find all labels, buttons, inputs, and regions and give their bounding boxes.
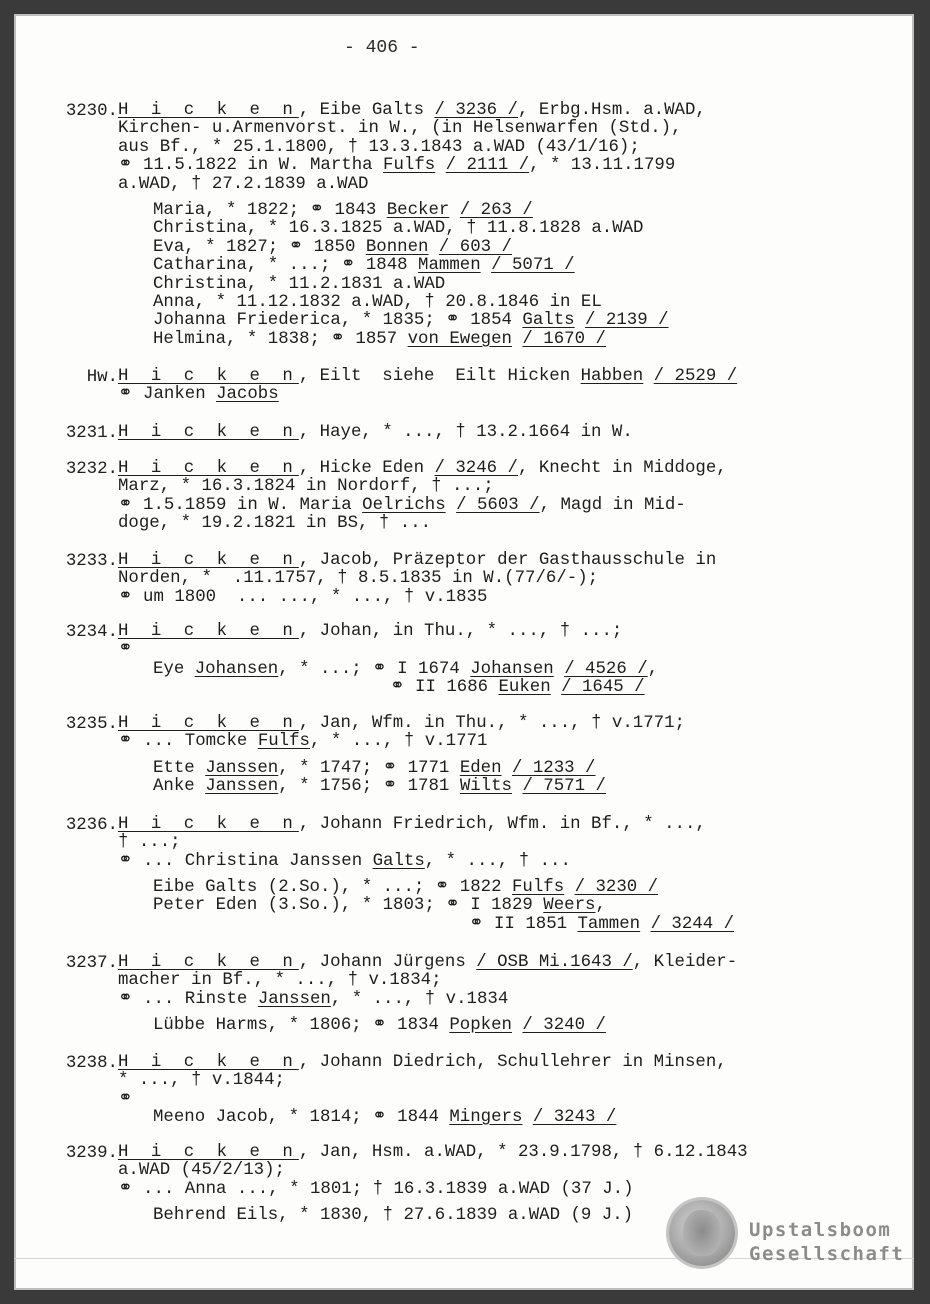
entry-number: 3236. [65, 816, 118, 835]
text: , [647, 660, 659, 679]
reference: / 3230 / [574, 878, 659, 897]
text: , Jan, Hsm. a.WAD, * 23.9.1798, † 6.12.1843 [298, 1143, 748, 1162]
spouse-surname: Fulfs [511, 878, 565, 897]
text: , * ..., † v.1771 [310, 732, 488, 752]
text: , * 13.11.1799 [529, 156, 676, 176]
surname: H i c k e n [118, 815, 299, 834]
text: , Eibe Galts [298, 101, 435, 120]
spouse-surname: Fulfs [257, 732, 310, 752]
entry-number: 3234. [65, 623, 118, 642]
child-line: Christina, * 16.3.1825 a.WAD, † 11.8.1828 a.WAD [153, 219, 644, 239]
text: ⚭ 1.5.1859 in W. Maria [118, 495, 363, 515]
text [512, 330, 522, 349]
child-line [153, 312, 669, 330]
text: , Johann Jürgens [298, 953, 477, 972]
reference: / 7571 / [522, 777, 606, 797]
entry-line [118, 157, 675, 175]
text: , * 1756; ⚭ 1781 [278, 777, 460, 797]
reference: / 1233 / [512, 759, 596, 778]
spouse-surname: Weers [543, 896, 596, 916]
text: ⚭ ... Tomcke [118, 732, 258, 752]
entry-line [118, 386, 279, 404]
text: Johanna Friederica, * 1835; ⚭ 1854 [153, 311, 523, 331]
entry-number: 3232. [65, 460, 118, 479]
child-line [390, 679, 645, 697]
text: , Jacob, Präzeptor der Gasthausschule in [298, 551, 717, 570]
spouse-surname: Popken [449, 1016, 512, 1035]
child-line [153, 661, 658, 679]
text [512, 777, 522, 796]
reference: / 1645 / [561, 678, 645, 698]
text [640, 915, 650, 934]
text [554, 660, 564, 679]
reference: / 263 / [459, 201, 533, 220]
page-number: - 406 - [344, 38, 420, 58]
entry-line: ⚭ ... Anna ..., * 1801; † 16.3.1839 a.WAD (37 J.) [118, 1179, 634, 1199]
reference: / 1670 / [522, 329, 606, 349]
entry-line [118, 497, 686, 515]
surname: H i c k e n [118, 367, 299, 386]
text: Lübbe Harms, * 1806; ⚭ 1834 [153, 1016, 450, 1035]
child-line [153, 331, 606, 349]
spouse-surname: Janssen [257, 989, 331, 1009]
entry-line: aus Bf., * 25.1.1800, † 13.3.1843 a.WAD (43/1/16); [118, 137, 640, 157]
text [512, 1016, 522, 1035]
text: , Erbg.Hsm. a.WAD, [517, 101, 706, 120]
spouse-surname: Tammen [577, 914, 641, 934]
entry-line: a.WAD, † 27.2.1839 a.WAD [118, 174, 369, 194]
text: ⚭ Janken [118, 385, 217, 405]
brand-text [749, 1218, 904, 1266]
entry-line [118, 991, 508, 1009]
entry-line [118, 102, 706, 120]
entry-line [118, 954, 737, 972]
text: Peter Eden (3.So.), * 1803; ⚭ I 1829 [153, 896, 544, 916]
spouse-surname: Mammen [418, 256, 481, 276]
surname: H i c k e n [118, 622, 299, 641]
text: , * 1747; ⚭ 1771 [278, 759, 460, 778]
entry-number: Hw. [86, 368, 118, 387]
entry-line [118, 715, 685, 733]
entry-line [118, 460, 727, 478]
brand-line-1: Upstalsboom [749, 1219, 892, 1241]
entry-number: 3238. [65, 1054, 118, 1073]
child-line: Anna, * 11.12.1832 a.WAD, † 20.8.1846 in EL [153, 293, 602, 312]
text: ⚭ II 1686 [390, 678, 499, 698]
reference: / 3240 / [522, 1016, 606, 1035]
entry-line: ⚭ [118, 640, 133, 660]
child-line [153, 257, 575, 275]
child-line [153, 202, 533, 220]
entry-line [118, 552, 716, 570]
reference: / 3246 / [434, 459, 518, 478]
text: , * ..., † ... [424, 851, 571, 871]
child-line [153, 1017, 606, 1035]
text: , Knecht in Middoge, [517, 459, 727, 478]
text: , * ..., † v.1834 [330, 989, 509, 1009]
child-line [153, 897, 606, 915]
seal-figure [683, 1210, 721, 1256]
reference: / 4526 / [564, 660, 648, 679]
entry-line [118, 1054, 727, 1072]
spouse-surname: Janssen [205, 777, 279, 797]
text: , Kleider- [632, 953, 738, 972]
text: Ette [153, 759, 206, 778]
text: ⚭ ... Rinste [118, 989, 258, 1009]
text: Maria, * 1822; ⚭ 1843 [153, 201, 387, 220]
text [575, 311, 585, 330]
text [428, 238, 438, 257]
entry-line: Norden, * .11.1757, † 8.5.1835 in W.(77/6/-); [118, 569, 599, 589]
text: , Hicke Eden [298, 459, 435, 478]
surname: H i c k e n [118, 459, 299, 478]
text [449, 201, 459, 220]
reference: / 3236 / [434, 101, 518, 120]
text: Eibe Galts (2.So.), * ...; ⚭ 1822 [153, 878, 512, 897]
entry-line: doge, * 19.2.1821 in BS, † ... [118, 514, 432, 534]
surname: H i c k e n [118, 101, 299, 120]
spouse-surname: Becker [386, 201, 450, 220]
entry-number: 3235. [65, 715, 118, 734]
text: ⚭ 11.5.1822 in W. Martha [118, 156, 384, 176]
reference: / 3243 / [532, 1108, 617, 1127]
child-line [153, 778, 606, 796]
entry-line: macher in Bf., * ..., † v.1834; [118, 971, 442, 991]
text [446, 496, 456, 515]
spouse-surname: Eden [459, 759, 502, 778]
surname: H i c k e n [118, 1143, 299, 1162]
text [551, 678, 561, 697]
text: , * ...; ⚭ I 1674 [278, 660, 471, 679]
text: Eva, * 1827; ⚭ 1850 [153, 237, 366, 257]
text: ⚭ II 1851 [469, 914, 578, 934]
spouse-surname: Johansen [470, 660, 554, 679]
child-line: Christina, * 11.2.1831 a.WAD [153, 274, 446, 294]
text [481, 256, 491, 275]
entry-number: 3233. [65, 552, 118, 571]
spouse-surname: Galts [522, 311, 575, 331]
child-line [469, 916, 734, 934]
document-page [14, 14, 914, 1290]
entry-line [118, 368, 737, 386]
text: Eye [153, 660, 195, 679]
child-line [153, 760, 596, 778]
surname: H i c k e n [118, 1053, 299, 1072]
text: , Jan, Wfm. in Thu., * ..., † v.1771; [298, 714, 685, 733]
entry-line [118, 733, 487, 751]
reference: / 2139 / [585, 311, 669, 331]
child-line [153, 879, 658, 897]
spouse-surname: von Ewegen [407, 329, 512, 349]
reference: / 2529 / [653, 367, 738, 386]
text: , Johann Friedrich, Wfm. in Bf., * ..., [298, 815, 706, 834]
entry-number: 3231. [65, 424, 118, 443]
reference: / OSB Mi.1643 / [476, 953, 633, 972]
spouse-surname: Janssen [205, 759, 279, 778]
entry-number: 3239. [65, 1144, 118, 1163]
entry-line: Marz, * 16.3.1824 in Nordorf, † ...; [118, 477, 494, 497]
entry-line: ⚭ [118, 1089, 133, 1109]
entry-line [118, 623, 622, 641]
entry-line [118, 1144, 748, 1162]
entry-number: 3237. [65, 954, 118, 973]
text [522, 1108, 532, 1127]
text: , [595, 896, 606, 916]
surname: H i c k e n [118, 714, 299, 733]
reference: / 2111 / [445, 156, 530, 176]
text: ⚭ ... Christina Janssen [118, 851, 373, 871]
entry-line [118, 816, 706, 834]
text: , Johann Diedrich, Schullehrer in Minsen, [298, 1053, 727, 1072]
spouse-surname: Galts [372, 851, 425, 871]
text: Helmina, * 1838; ⚭ 1857 [153, 329, 408, 349]
surname: H i c k e n [118, 953, 299, 972]
text [502, 759, 512, 778]
spouse-surname: Habben [580, 367, 644, 386]
entry-line: Kirchen- u.Armenvorst. in W., (in Helsenwarfen (Std.), [118, 119, 682, 139]
entry-line: a.WAD (45/2/13); [118, 1161, 285, 1181]
reference: / 5071 / [491, 256, 575, 276]
entry-line [118, 853, 571, 871]
text [643, 367, 653, 386]
entry-line: * ..., † v.1844; [118, 1071, 285, 1091]
spouse-surname: Jacobs [216, 385, 279, 405]
spouse-surname: Johansen [194, 660, 279, 679]
surname: H i c k e n [118, 423, 299, 442]
text: Anke [153, 777, 206, 797]
spouse-surname: Mingers [449, 1108, 523, 1127]
text: , Haye, * ..., † 13.2.1664 in W. [298, 423, 633, 442]
text: Catharina, * ...; ⚭ 1848 [153, 256, 419, 276]
text [435, 156, 445, 175]
surname: H i c k e n [118, 551, 299, 570]
child-line [153, 239, 512, 257]
spouse-surname: Bonnen [365, 237, 429, 257]
brand-line-2: Gesellschaft [749, 1243, 905, 1265]
text: Meeno Jacob, * 1814; ⚭ 1844 [153, 1108, 450, 1127]
spouse-surname: Fulfs [383, 156, 436, 176]
entry-line: † ...; [118, 833, 181, 853]
child-line: Behrend Eils, * 1830, † 27.6.1839 a.WAD (9 J.) [153, 1206, 634, 1225]
seal-icon [669, 1200, 735, 1266]
child-line [153, 1109, 616, 1127]
entry-line [118, 424, 633, 442]
text: , Johan, in Thu., * ..., † ...; [298, 622, 623, 641]
reference: / 5603 / [456, 495, 540, 515]
reference: / 603 / [438, 237, 512, 257]
text: , Magd in Mid- [539, 495, 686, 515]
reference: / 3244 / [650, 914, 735, 934]
spouse-surname: Oelrichs [362, 495, 446, 515]
entry-number: 3230. [65, 102, 118, 121]
spouse-surname: Wilts [459, 777, 512, 797]
spouse-surname: Euken [498, 678, 551, 698]
entry-line: ⚭ um 1800 ... ..., * ..., † v.1835 [118, 587, 488, 607]
text [564, 878, 574, 897]
text: , Eilt siehe Eilt Hicken [298, 367, 581, 386]
